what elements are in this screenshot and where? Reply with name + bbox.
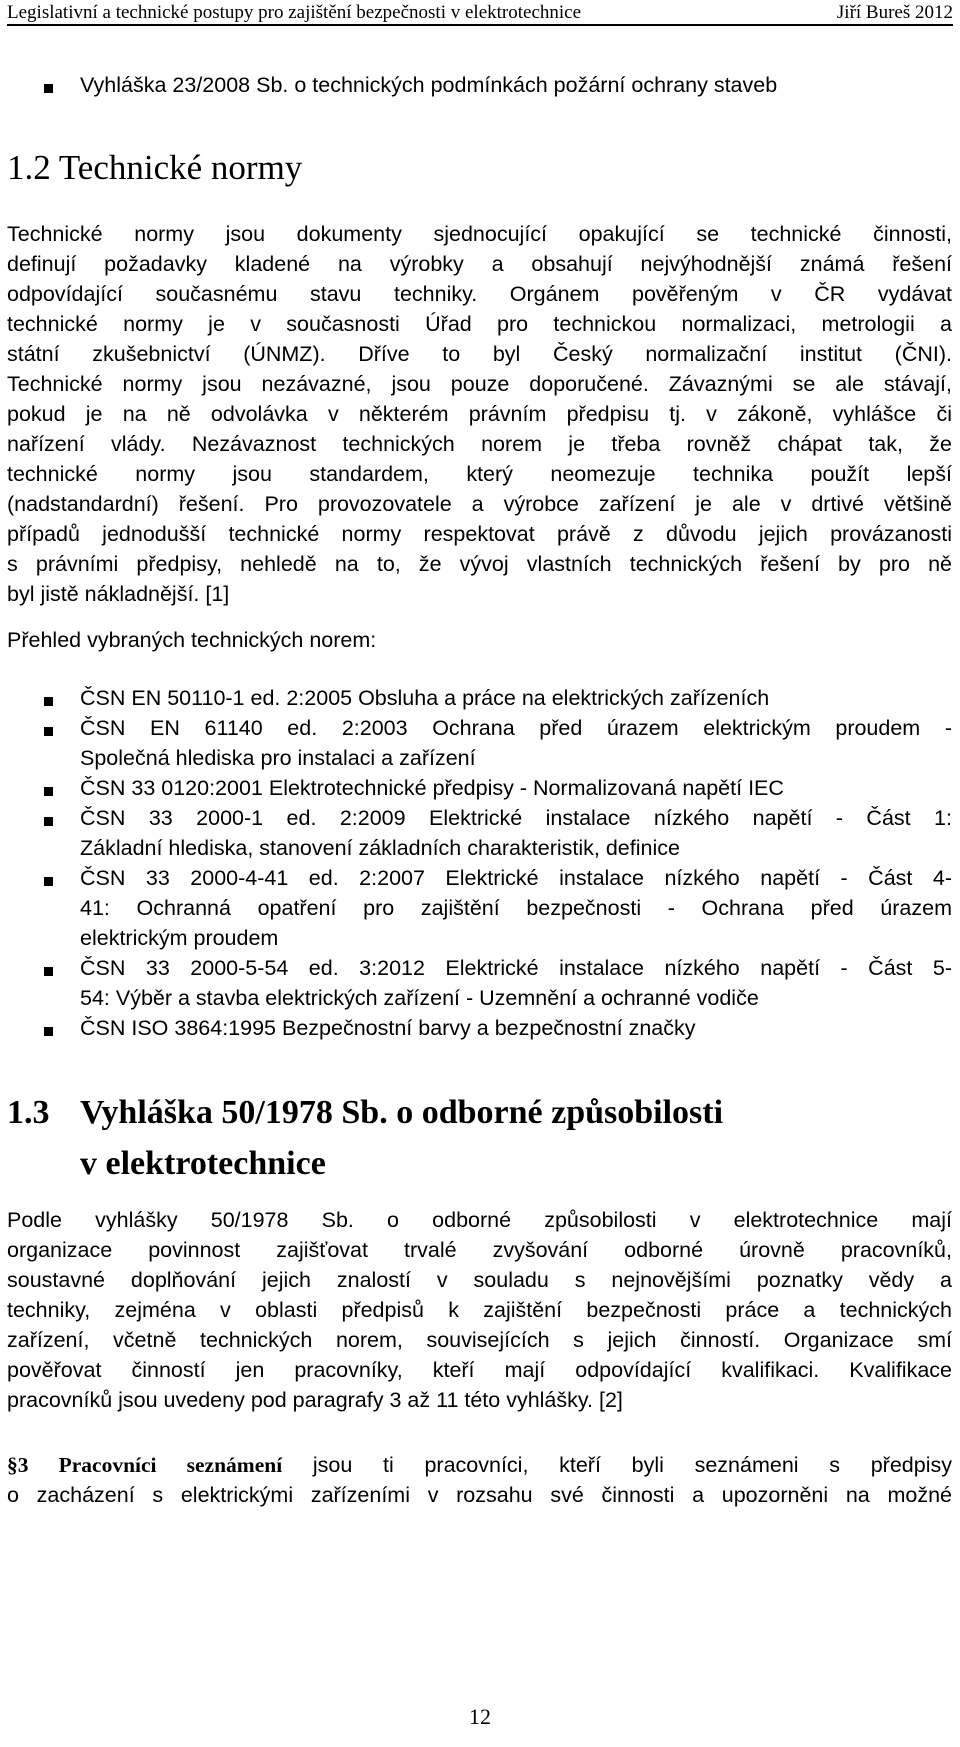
norms-list-intro: Přehled vybraných technických norem: [7, 628, 377, 652]
paragraph-line: odpovídající současnému stavu techniky. Orgánem pověřeným v ČR vydávat [7, 282, 952, 306]
paragraph-line: nařízení vlády. Nezávaznost technických norem je třeba rovněž chápat tak, že [7, 432, 952, 456]
paragraph-line: (nadstandardní) řešení. Pro provozovatele a výrobce zařízení je ale v drtivé většině [7, 492, 952, 516]
header-author-year: Jiří Bureš 2012 [836, 2, 953, 23]
bullet-icon [44, 967, 53, 976]
paragraph-line [7, 1453, 952, 1483]
paragraph-line: technické normy je v současnosti Úřad pro technickou normalizaci, metrologii a [7, 312, 952, 336]
bullet-icon [44, 727, 53, 736]
page-header [7, 0, 953, 26]
paragraph-line: Technické normy jsou nezávazné, jsou pouze doporučené. Závaznými se ale stávají, [7, 372, 952, 396]
bullet-icon [44, 817, 53, 826]
paragraph-line: s právními předpisy, nehledě na to, že vývoj vlastních technických řešení by pro ně [7, 552, 952, 576]
page-number: 12 [469, 1704, 491, 1729]
paragraph-3-heading: §3 Pracovníci seznámení [7, 1453, 283, 1477]
paragraph-line: pověřovat činností jen pracovníky, kteří mají odpovídající kvalifikaci. Kvalifikace [7, 1358, 952, 1382]
section-heading-1-2: 1.2 Technické normy [7, 148, 303, 187]
paragraph-line: pokud je na ně odvolávka v některém právním předpisu tj. v zákoně, vyhlášce či [7, 402, 952, 426]
header-title: Legislativní a technické postupy pro zajištění bezpečnosti v elektrotechnice [7, 2, 582, 23]
paragraph-line: definují požadavky kladené na výrobky a obsahují nejvýhodnější známá řešení [7, 252, 952, 276]
bullet-icon [44, 84, 53, 93]
section-number-1-3: 1.3 [7, 1094, 50, 1131]
paragraph-line: Podle vyhlášky 50/1978 Sb. o odborné způsobilosti v elektrotechnice mají [7, 1208, 952, 1232]
paragraph-line: soustavné doplňování jejich znalostí v souladu s nejnovějšími poznatky vědy a [7, 1268, 952, 1292]
paragraph-line: technické normy jsou standardem, který neomezuje technika použít lepší [7, 462, 952, 486]
section-heading-1-3-cont: v elektrotechnice [80, 1145, 326, 1182]
paragraph-line: byl jistě nákladnější. [1] [7, 582, 230, 606]
paragraph-3-text: jsou ti pracovníci, kteří byli seznámeni s předpisy [312, 1453, 952, 1477]
paragraph-line: Technické normy jsou dokumenty sjednocující opakující se technické činnosti, [7, 222, 952, 246]
paragraph-line: případů jednodušší technické normy respektovat právě z důvodu jejich provázanosti [7, 522, 952, 546]
paragraph-line: zařízení, včetně technických norem, souvisejících s jejich činností. Organizace smí [7, 1328, 952, 1352]
paragraph-line: techniky, zejména v oblasti předpisů k zajištění bezpečnosti práce a technických [7, 1298, 952, 1322]
bullet-icon [44, 877, 53, 886]
paragraph-line: pracovníků jsou uvedeny pod paragrafy 3 až 11 této vyhlášky. [2] [7, 1388, 623, 1412]
section-heading-1-3: Vyhláška 50/1978 Sb. o odborné způsobilosti [80, 1094, 724, 1131]
bullet-icon [44, 787, 53, 796]
bullet-icon [44, 697, 53, 706]
bullet-icon [44, 1027, 53, 1036]
document-page: Legislativní a technické postupy pro zajištění bezpečnosti v elektrotechnice Jiří Bureš 2012 Vyhláška 23/2008 Sb. o technických podmínkách požární ochrany staveb 1.2 Technické normy Technické normy jsou dokumenty sjednocující opakující se technické činnosti, definují požadavky kladené na výrobky a obsahují nejvýhodnější známá řešení odpovídající současnému stavu techniky. Orgánem pověřeným v ČR vydávat technické normy je v současnosti Úřad pro technickou normalizaci, metrologii a státní zkušebnictví (ÚNMZ). Dříve to byl Český normalizační institut (ČNI). Technické normy jsou nezávazné, jsou pouze doporučené. Závaznými se ale stávají, pokud je na ně odvolávka v některém právním předpisu tj. v zákoně, vyhlášce či nařízení vlády. Nezávaznost technických norem je třeba rovněž chápat tak, že technické normy jsou standardem, který neomezuje technika použít lepší (nadstandardní) řešení. Pro provozovatele a výrobce zařízení je ale v drtivé většině případů jednodušší technické normy respektovat právě z důvodu jejich provázanosti s právními předpisy, nehledě na to, že vývoj vlastních technických řešení by pro ně byl jistě nákladnější. [1] Přehled vybraných technických norem: ČSN EN 50110-1 ed. 2:2005 Obsluha a práce na elektrických zařízeních ČSN EN 61140 ed. 2:2003 Ochrana před úrazem elektrickým proudem - Společná hlediska pro instalaci a zařízení ČSN 33 0120:2001 Elektrotechnické předpisy - Normalizovaná napětí IEC ČSN 33 2000-1 ed. 2:2009 Elektrické instalace nízkého napětí - Část 1: Základní hlediska, stanovení základních charakteristik, definice ČSN 33 2000-4-41 ed. 2:2007 Elektrické instalace nízkého napětí - Část 4- 41: Ochranná opatření pro zajištění bezpečnosti - Ochrana před úrazem elektrickým proudem ČSN 33 2000-5-54 ed. 3:2012 Elektrické instalace nízkého napětí - Část 5- 54: Výběr a stavba elektrických zařízení - Uzemnění a ochranné vodiče ČSN ISO 3864:1995 Bezpečnostní barvy a bezpečnostní značky 1.3 Vyhláška 50/1978 Sb. o odborné způsobilosti v elektrotechnice Podle vyhlášky 50/1978 Sb. o odborné způsobilosti v elektrotechnice mají organizace povinnost zajišťovat trvalé zvyšování odborné úrovně pracovníků, soustavné doplňování jejich znalostí v souladu s nejnovějšími poznatky vědy a techniky, zejména v oblasti předpisů k zajištění bezpečnosti práce a technických zařízení, včetně technických norem, souvisejících s jejich činností. Organizace smí pověřovat činností jen pracovníky, kteří mají odpovídající kvalifikaci. Kvalifikace pracovníků jsou uvedeny pod paragrafy 3 až 11 této vyhlášky. [2] §3 Pracovníci seznámení jsou ti pracovníci, kteří byli seznámeni s předpisy o zacházení s elektrickými zařízeními v rozsahu své činnosti a upozorněni na možné 12 [0, 0, 960, 1747]
paragraph-line: o zacházení s elektrickými zařízeními v rozsahu své činnosti a upozorněni na možné [7, 1483, 952, 1507]
paragraph-line: státní zkušebnictví (ÚNMZ). Dříve to byl Český normalizační institut (ČNI). [7, 342, 952, 366]
paragraph-line: organizace povinnost zajišťovat trvalé zvyšování odborné úrovně pracovníků, [7, 1238, 952, 1262]
top-bullet-text: Vyhláška 23/2008 Sb. o technických podmínkách požární ochrany staveb [80, 73, 778, 97]
